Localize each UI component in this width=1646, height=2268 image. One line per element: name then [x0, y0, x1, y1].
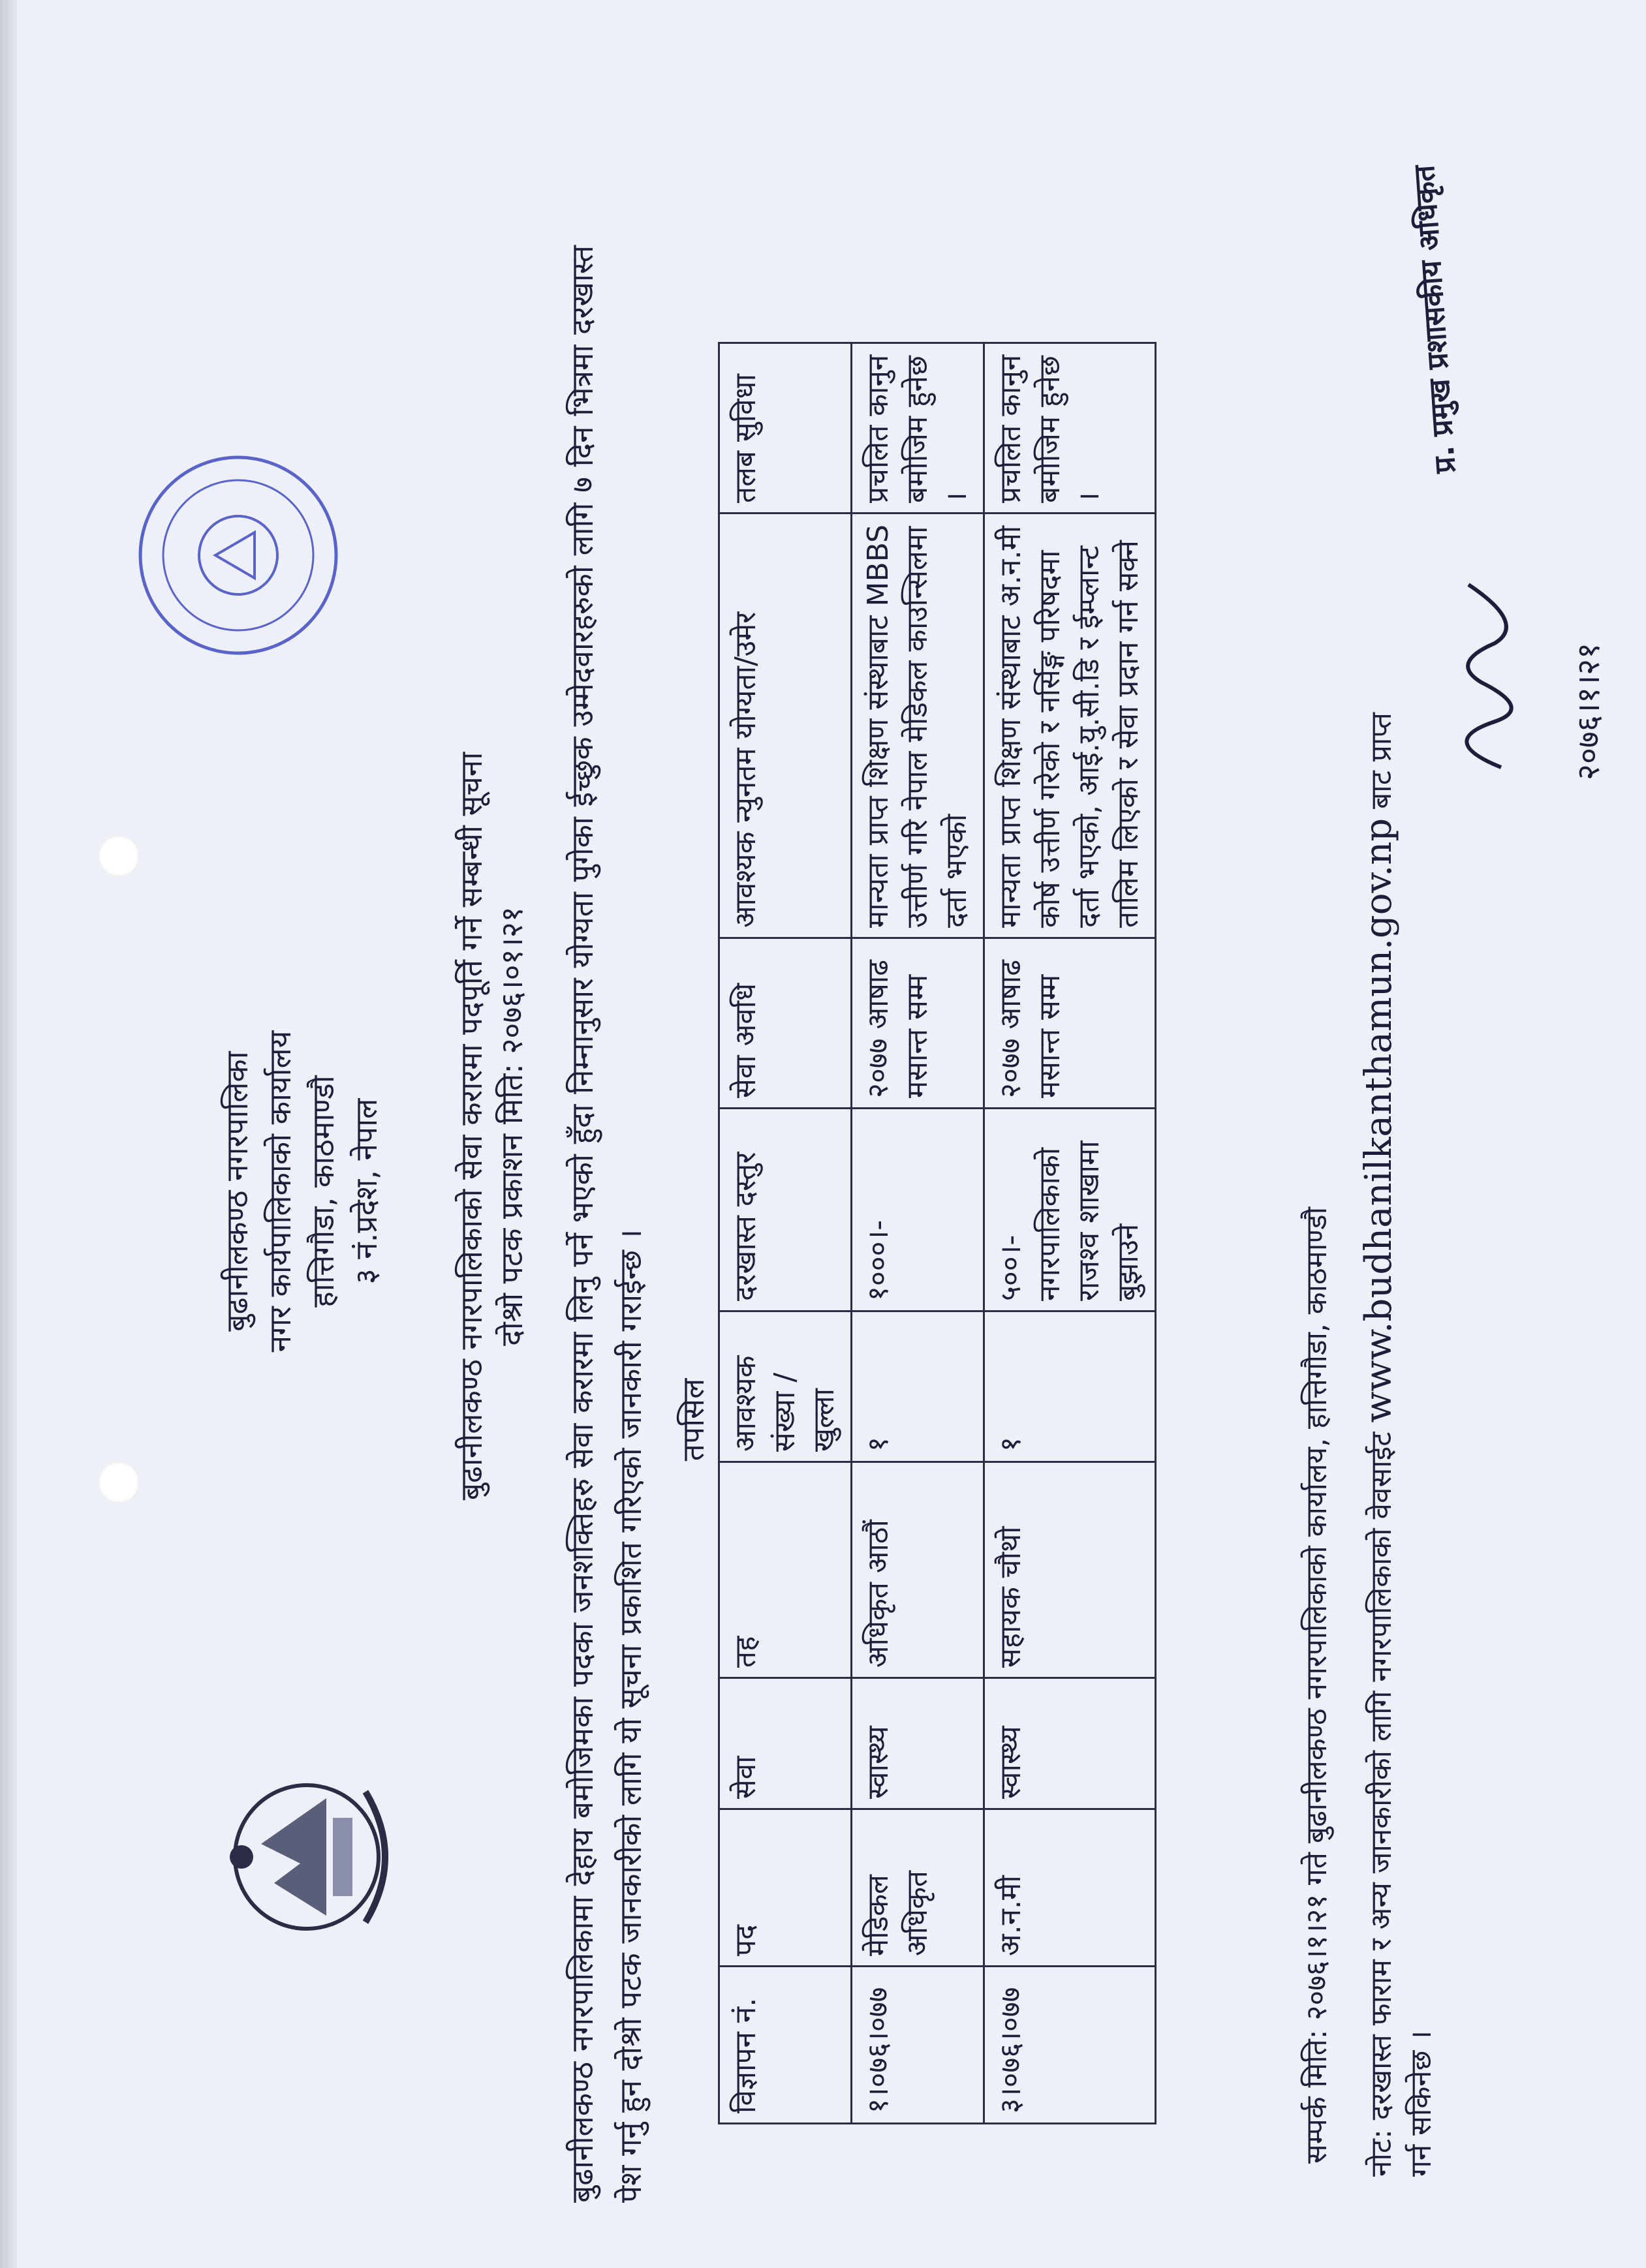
note-suffix: बाट प्राप्त गर्न सकिनेछ ।: [1365, 713, 1438, 2177]
province: ३ नं.प्रदेश, नेपाल: [349, 1098, 384, 1285]
table-cell: ३।०७६।०७७: [984, 1967, 1156, 2124]
table-cell: २०७७ आषाढ मसान्त सम्म: [984, 938, 1156, 1109]
table-row: [984, 343, 1156, 2124]
vacancy-table: [718, 342, 1157, 2124]
contact-line: सम्पर्क मिति: २०७६।१।२१ गते बुढानीलकण्ठ नगरपालिकाको कार्यालय, हात्तिगौडा, काठमाण्डौ: [1300, 1206, 1333, 2164]
table-cell: मान्यता प्राप्त शिक्षण संस्थाबाट अ.न.मी कोर्ष उत्तीर्ण गरेको र नर्सिङ्ग परिषदमा दर्ता भएको, आई.यु.सी.डि र ईम्प्लान्ट तालिम लिएको र सेवा प्रदान गर्न सक्ने: [984, 513, 1156, 938]
col-header: आवश्यक संख्या /खुल्ला: [719, 1311, 852, 1462]
website-link[interactable]: www.budhanilkanthamun.gov.np: [1358, 818, 1400, 1423]
table-cell: १०००।-: [852, 1109, 984, 1311]
nepal-emblem-icon: [215, 1772, 405, 1942]
table-cell: अधिकृत आठौं: [852, 1462, 984, 1678]
office-name: नगर कार्यपालिकाको कार्यालय: [262, 1030, 298, 1353]
table-cell: ५००।- नगरपालिकाको राजश्व शाखामा बुझाउने: [984, 1109, 1156, 1311]
note-line: [1358, 676, 1439, 2177]
schedule-label: तपसिल: [675, 1378, 711, 1462]
table-cell: सहायक चौथो: [984, 1462, 1156, 1678]
table-cell: अ.न.मी: [984, 1809, 1156, 1967]
note-prefix: नोट: दरखास्त फाराम र अन्य जानकारीको लागि नगरपालिकाको वेवसाईट: [1365, 1432, 1398, 2177]
notice-body: बुढानीलकण्ठ नगरपालिकामा देहाय बमोजिमका पदका जनशक्तिहरु सेवा करारमा लिनु पर्ने भएको हुँदा निम्नानुसार योग्यता पुगेका ईच्छुक उम्मेदवारहरुको लागि ७ दिन भित्रमा दरखास्त पेश गर्नु हुन दोश्रो पटक जानकारीको लागि यो सूचना प्रकाशित गरिएको जानकारी गराईन्छ ।: [565, 245, 648, 2203]
table-cell: मेडिकल अधिकृत: [852, 1809, 984, 1967]
municipality-name: बुढानीलकण्ठ नगरपालिका: [219, 1051, 255, 1332]
col-header: आवश्यक न्युनतम योग्यता/उमेर: [719, 513, 852, 938]
col-header: पद: [719, 1809, 852, 1967]
office-header: [215, 702, 388, 1681]
office-seal-icon: [131, 448, 346, 663]
col-header: तलब सुविधा: [719, 343, 852, 513]
table-cell: २०७७ आषाढ मसान्त सम्म: [852, 938, 984, 1109]
table-cell: स्वास्थ्य: [852, 1678, 984, 1809]
table-row: [852, 343, 984, 2124]
office-location: हात्तिगौडा, काठमाण्डौ: [305, 1075, 341, 1308]
col-header: सेवा: [719, 1678, 852, 1809]
publication-date: दोश्रो पटक प्रकाशन मिति: २०७६।०१।२१: [494, 906, 529, 1346]
table-cell: १: [984, 1311, 1156, 1462]
table-cell: मान्यता प्राप्त शिक्षण संस्थाबाट MBBS उत्तीर्ण गरि नेपाल मेडिकल काउन्सिलमा दर्ता भएको: [852, 513, 984, 938]
col-header: तह: [719, 1462, 852, 1678]
notice-title: बुढानीलकण्ठ नगरपालिकाको सेवा करारमा पदपूर्ति गर्ने सम्बन्धी सूचना: [454, 752, 489, 1501]
table-cell: स्वास्थ्य: [984, 1678, 1156, 1809]
table-header-row: [719, 343, 852, 2124]
col-header: सेवा अवधि: [719, 938, 852, 1109]
col-header: दरखास्त दस्तुर: [719, 1109, 852, 1311]
table-cell: प्रचलित कानुन बमोजिम हुनेछ ।: [852, 343, 984, 513]
signature-icon: [1423, 572, 1566, 780]
signatory-title: प्र. प्रमुख प्रशासकीय अधिकृत: [1407, 164, 1463, 474]
table-cell: १।०७६।०७७: [852, 1967, 984, 2124]
signature-date: २०७६।१।२१: [1570, 642, 1607, 780]
col-header: विज्ञापन नं.: [719, 1967, 852, 2124]
notice-title-block: [450, 376, 531, 1877]
table-cell: प्रचलित कानुन बमोजिम हुनेछ ।: [984, 343, 1156, 513]
table-cell: १: [852, 1311, 984, 1462]
